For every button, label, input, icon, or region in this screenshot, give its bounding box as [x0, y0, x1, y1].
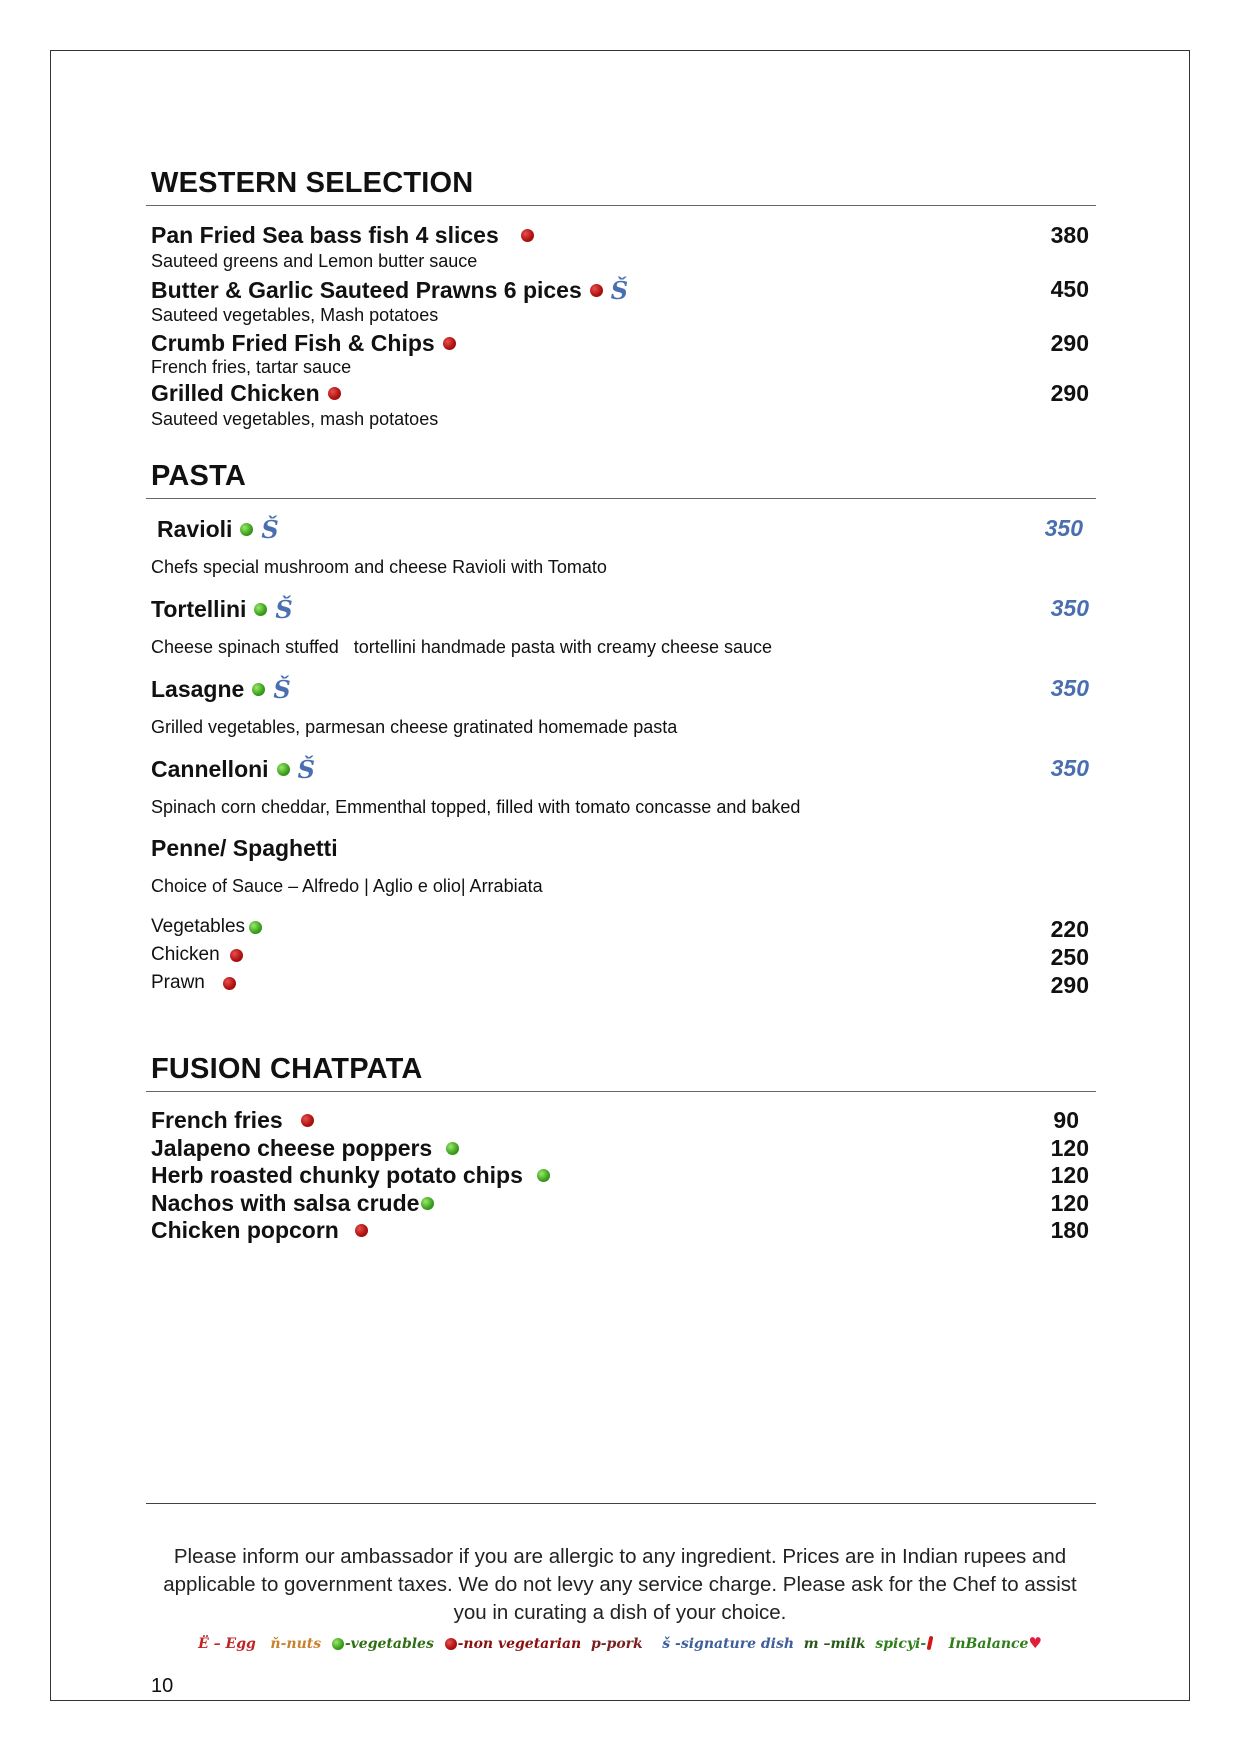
item-name: Tortellini: [151, 596, 247, 622]
item-price: 290: [1050, 380, 1089, 406]
non-veg-dot-icon: [301, 1114, 314, 1127]
item-name: Ravioli: [157, 516, 233, 542]
veg-dot-icon: [537, 1169, 550, 1182]
item-description: Sauteed vegetables, mash potatoes: [151, 409, 439, 429]
option-name: Prawn: [151, 972, 205, 993]
veg-dot-icon: [249, 921, 262, 934]
legend-signature: š -signature dish: [662, 1636, 795, 1652]
dietary-legend: [151, 1634, 1089, 1652]
menu-item-fish-chips: [151, 330, 1089, 360]
item-price: 350: [1044, 515, 1083, 541]
item-name: Penne/ Spaghetti: [151, 835, 338, 861]
option-prawn: [151, 972, 1089, 1002]
veg-dot-icon: [254, 603, 267, 616]
item-price: 180: [1050, 1217, 1089, 1243]
item-price: 120: [1050, 1162, 1089, 1188]
legend-veg: -vegetables: [344, 1636, 434, 1652]
legend-pork: p-pork: [590, 1636, 643, 1652]
chili-icon: [927, 1636, 934, 1651]
signature-mark-icon: Š: [610, 276, 629, 305]
option-price: 290: [1050, 972, 1089, 998]
legend-nuts: ň-nuts: [270, 1636, 322, 1652]
option-chicken: [151, 944, 1089, 974]
non-veg-dot-icon: [355, 1224, 368, 1237]
item-name: Herb roasted chunky potato chips: [151, 1162, 523, 1188]
signature-mark-icon: Š: [297, 755, 315, 784]
option-name: Vegetables: [151, 916, 246, 937]
item-description: Choice of Sauce – Alfredo | Aglio e olio| Arrabiata: [151, 876, 543, 896]
item-description: Sauteed vegetables, Mash potatoes: [151, 305, 439, 325]
menu-item-french-fries: [151, 1107, 1089, 1137]
non-veg-dot-icon: [443, 337, 456, 350]
legend-nonveg: -non vegetarian: [457, 1636, 582, 1652]
item-name: Lasagne: [151, 676, 245, 702]
veg-dot-icon: [277, 763, 290, 776]
menu-item-nachos: [151, 1190, 1089, 1220]
item-description: Cheese spinach stuffed tortellini handmade pasta with creamy cheese sauce: [151, 637, 773, 657]
menu-item-cannelloni: [151, 755, 1089, 785]
menu-item-tortellini: [151, 595, 1089, 625]
item-name: Grilled Chicken: [151, 380, 320, 406]
item-name: Jalapeno cheese poppers: [151, 1135, 433, 1161]
menu-item-jalapeno-poppers: [151, 1135, 1089, 1165]
item-price: 90: [1053, 1107, 1079, 1133]
section-divider: [146, 205, 1096, 206]
menu-item-penne-spaghetti: [151, 835, 1089, 865]
menu-item-grilled-chicken: [151, 380, 1089, 410]
veg-dot-icon: [252, 683, 265, 696]
item-description: Sauteed greens and Lemon butter sauce: [151, 251, 478, 271]
menu-item-sea-bass: [151, 222, 1089, 252]
option-price: 220: [1050, 916, 1089, 942]
legend-egg: Ë – Egg: [198, 1636, 256, 1652]
non-veg-dot-icon: [230, 949, 243, 962]
signature-mark-icon: Š: [273, 675, 291, 704]
allergy-notice: Please inform our ambassador if you are allergic to any ingredient. Prices are in Indian rupees and applicable to government taxes. We do not levy any service charge. Please ask for the Chef to assist you in curating a dish of your choice.: [163, 1545, 1077, 1624]
item-price: 350: [1050, 675, 1089, 701]
item-price: 450: [1050, 276, 1089, 302]
menu-item-lasagne: [151, 675, 1089, 705]
section-divider: [146, 498, 1096, 499]
menu-item-chicken-popcorn: [151, 1217, 1089, 1247]
item-description: Spinach corn cheddar, Emmenthal topped, filled with tomato concasse and baked: [151, 797, 801, 817]
veg-dot-icon: [446, 1142, 459, 1155]
item-price: 120: [1050, 1135, 1089, 1161]
legend-spicy: spicyi-: [875, 1636, 927, 1652]
non-veg-dot-icon: [328, 387, 341, 400]
item-name: Crumb Fried Fish & Chips: [151, 330, 435, 356]
menu-item-potato-chips: [151, 1162, 1089, 1192]
page-number: 10: [151, 1675, 174, 1697]
legend-inbalance: InBalance: [948, 1636, 1029, 1652]
item-name: Cannelloni: [151, 756, 269, 782]
item-price: 380: [1050, 222, 1089, 248]
item-price: 290: [1050, 330, 1089, 356]
item-description: French fries, tartar sauce: [151, 357, 352, 377]
item-price: 350: [1050, 755, 1089, 781]
option-price: 250: [1050, 944, 1089, 970]
menu-item-ravioli: [157, 515, 1083, 545]
footer-divider: [146, 1503, 1096, 1504]
non-veg-dot-icon: [223, 977, 236, 990]
menu-item-prawns: [151, 276, 1089, 306]
item-name: Butter & Garlic Sauteed Prawns 6 pices: [151, 277, 582, 303]
item-description: Chefs special mushroom and cheese Ravioli with Tomato: [151, 557, 607, 577]
non-veg-dot-icon: [445, 1638, 457, 1650]
item-name: French fries: [151, 1107, 283, 1133]
item-name: Chicken popcorn: [151, 1217, 339, 1243]
heart-icon: ♥: [1028, 1634, 1042, 1652]
veg-dot-icon: [421, 1197, 434, 1210]
section-title-western: WESTERN SELECTION: [151, 167, 474, 199]
signature-mark-icon: Š: [261, 515, 279, 544]
option-name: Chicken: [151, 944, 220, 965]
item-name: Nachos with salsa crude: [151, 1190, 420, 1216]
section-title-pasta: PASTA: [151, 460, 246, 492]
veg-dot-icon: [332, 1638, 344, 1650]
non-veg-dot-icon: [521, 229, 534, 242]
option-vegetables: [151, 916, 1089, 946]
section-title-fusion: FUSION CHATPATA: [151, 1053, 423, 1085]
item-name: Pan Fried Sea bass fish 4 slices: [151, 222, 499, 248]
legend-milk: m –milk: [803, 1636, 866, 1652]
item-description: Grilled vegetables, parmesan cheese gratinated homemade pasta: [151, 717, 678, 737]
signature-mark-icon: Š: [275, 595, 293, 624]
veg-dot-icon: [240, 523, 253, 536]
non-veg-dot-icon: [590, 284, 603, 297]
item-price: 120: [1050, 1190, 1089, 1216]
section-divider: [146, 1091, 1096, 1092]
item-price: 350: [1050, 595, 1089, 621]
